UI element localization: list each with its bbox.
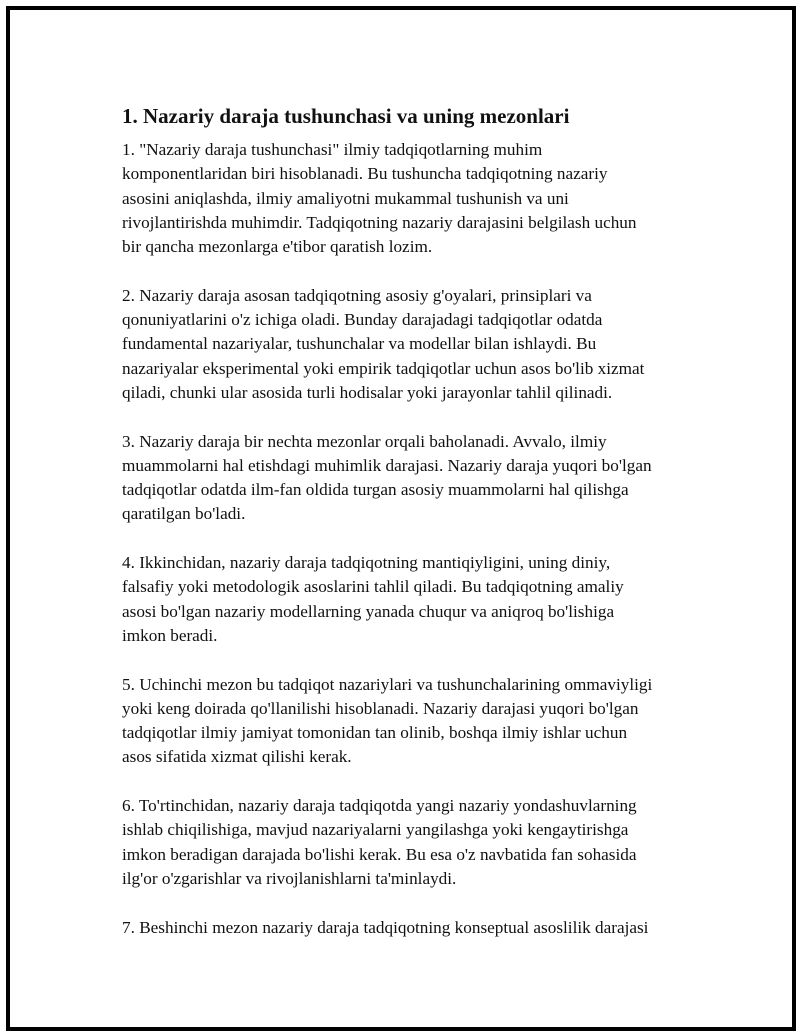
paragraph-2 <box>122 284 702 405</box>
paragraph-line: qonuniyatlarini o'z ichiga oladi. Bunday darajadagi tadqiqotlar odatda <box>122 310 603 330</box>
paragraph-4 <box>122 551 702 648</box>
paragraph-line: imkon beradigan darajada bo'lishi kerak. Bu esa o'z navbatida fan sohasida <box>122 844 637 864</box>
paragraph-line: komponentlaridan biri hisoblanadi. Bu tushuncha tadqiqotning nazariy <box>122 164 608 184</box>
paragraph-line: 2. Nazariy daraja asosan tadqiqotning asosiy g'oyalari, prinsiplari va <box>122 285 592 305</box>
paragraph-line: ilg'or o'zgarishlar va rivojlanishlarni ta'minlaydi. <box>122 868 457 888</box>
document-body <box>122 98 702 964</box>
paragraph-7 <box>122 916 702 940</box>
paragraph-3 <box>122 430 702 527</box>
paragraph-1 <box>122 138 702 259</box>
paragraph-line: 3. Nazariy daraja bir nechta mezonlar orqali baholanadi. Avvalo, ilmiy <box>122 431 607 451</box>
paragraph-5 <box>122 673 702 770</box>
paragraph-line: yoki keng doirada qo'llanilishi hisoblanadi. Nazariy darajasi yuqori bo'lgan <box>122 698 639 718</box>
paragraph-line: 5. Uchinchi mezon bu tadqiqot nazariylari va tushunchalarining ommaviyligi <box>122 674 653 694</box>
paragraph-line: qiladi, chunki ular asosida turli hodisalar yoki jarayonlar tahlil qilinadi. <box>122 382 613 402</box>
paragraph-line: nazariyalar eksperimental yoki empirik tadqiqotlar uchun asos bo'lib xizmat <box>122 358 645 378</box>
paragraph-line: 6. To'rtinchidan, nazariy daraja tadqiqotda yangi nazariy yondashuvlarning <box>122 796 637 816</box>
paragraph-line: falsafiy yoki metodologik asoslarini tahlil qiladi. Bu tadqiqotning amaliy <box>122 577 624 597</box>
paragraph-line: muammolarni hal etishdagi muhimlik darajasi. Nazariy daraja yuqori bo'lgan <box>122 455 652 475</box>
paragraph-line: tadqiqotlar ilmiy jamiyat tomonidan tan olinib, boshqa ilmiy ishlar uchun <box>122 723 628 743</box>
paragraph-line: 7. Beshinchi mezon nazariy daraja tadqiqotning konseptual asoslilik darajasi <box>122 917 649 937</box>
document-title: 1. Nazariy daraja tushunchasi va uning mezonlari <box>122 104 570 128</box>
paragraph-line: fundamental nazariyalar, tushunchalar va modellar bilan ishlaydi. Bu <box>122 334 597 354</box>
paragraph-6 <box>122 794 702 891</box>
paragraph-line: 4. Ikkinchidan, nazariy daraja tadqiqotning mantiqiyligini, uning diniy, <box>122 553 611 573</box>
paragraph-line: asosini aniqlashda, ilmiy amaliyotni mukammal tushunish va uni <box>122 188 569 208</box>
paragraph-line: bir qancha mezonlarga e'tibor qaratish lozim. <box>122 237 433 257</box>
paragraph-line: asos sifatida xizmat qilishi kerak. <box>122 747 352 767</box>
paragraph-line: asosi bo'lgan nazariy modellarning yanada chuqur va aniqroq bo'lishiga <box>122 601 615 621</box>
paragraph-line: ishlab chiqilishiga, mavjud nazariyalarni yangilashga yoki kengaytirishga <box>122 820 629 840</box>
page-frame <box>6 6 796 1031</box>
paragraph-line: 1. "Nazariy daraja tushunchasi" ilmiy tadqiqotlarning muhim <box>122 140 543 159</box>
paragraph-line: tadqiqotlar odatda ilm-fan oldida turgan asosiy muammolarni hal qilishga <box>122 480 629 500</box>
paragraph-line: qaratilgan bo'ladi. <box>122 504 246 524</box>
paragraph-line: imkon beradi. <box>122 625 218 645</box>
paragraph-line: rivojlantirishda muhimdir. Tadqiqotning nazariy darajasini belgilash uchun <box>122 212 637 232</box>
